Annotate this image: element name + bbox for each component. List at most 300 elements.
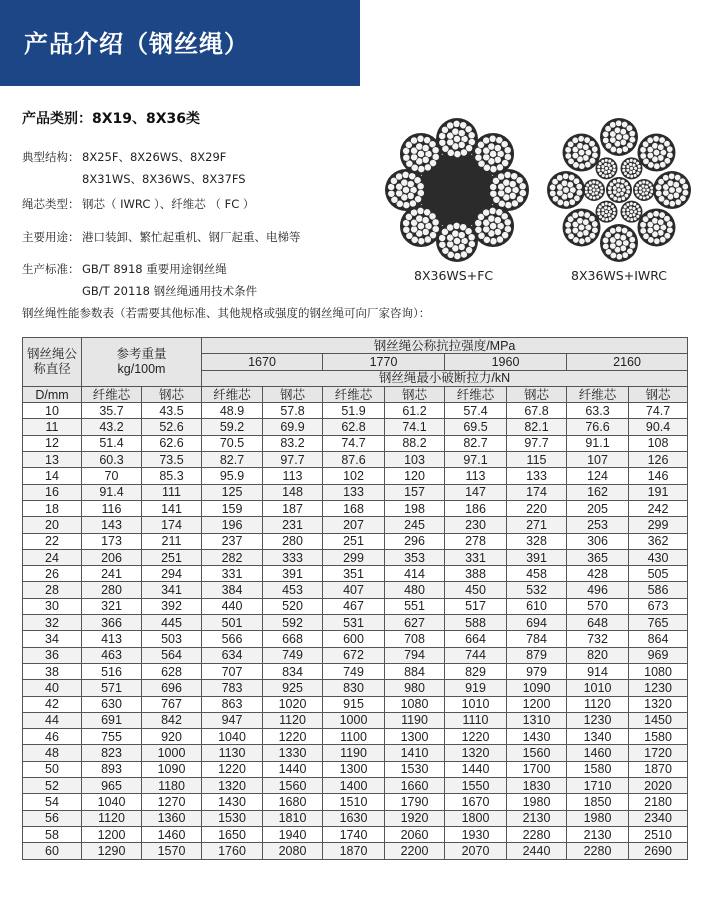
value-cell: 1080 (629, 663, 688, 679)
value-cell: 59.2 (202, 419, 263, 435)
value-cell: 1630 (323, 810, 385, 826)
value-cell: 1700 (507, 761, 567, 777)
value-cell: 365 (567, 549, 629, 565)
table-row (23, 598, 688, 614)
value-cell: 1680 (263, 794, 323, 810)
value-cell: 351 (323, 566, 385, 582)
value-cell: 1830 (507, 778, 567, 794)
spec-label: 绳芯类型： (22, 197, 80, 211)
value-cell: 251 (323, 533, 385, 549)
header-diameter: 钢丝绳公称直径 (23, 338, 82, 387)
value-cell: 1120 (567, 696, 629, 712)
value-cell: 532 (507, 582, 567, 598)
value-cell: 1570 (142, 843, 202, 859)
value-cell: 124 (567, 468, 629, 484)
value-cell: 600 (323, 631, 385, 647)
value-cell: 1090 (507, 680, 567, 696)
value-cell: 159 (202, 500, 263, 516)
value-cell: 571 (82, 680, 142, 696)
diameter-cell: 18 (23, 500, 82, 516)
value-cell: 2510 (629, 826, 688, 842)
value-cell: 113 (263, 468, 323, 484)
value-cell: 1440 (445, 761, 507, 777)
value-cell: 88.2 (385, 435, 445, 451)
table-row (23, 615, 688, 631)
value-cell: 62.6 (142, 435, 202, 451)
value-cell: 1190 (385, 712, 445, 728)
value-cell: 1010 (445, 696, 507, 712)
value-cell: 70 (82, 468, 142, 484)
diameter-cell: 42 (23, 696, 82, 712)
value-cell: 74.1 (385, 419, 445, 435)
value-cell: 1460 (567, 745, 629, 761)
diameter-cell: 26 (23, 566, 82, 582)
value-cell: 69.9 (263, 419, 323, 435)
value-cell: 85.3 (142, 468, 202, 484)
value-cell: 1220 (263, 729, 323, 745)
value-cell: 116 (82, 500, 142, 516)
value-cell: 62.8 (323, 419, 385, 435)
value-cell: 551 (385, 598, 445, 614)
rope-caption-iwrc: 8X36WS+IWRC (571, 268, 668, 283)
value-cell: 306 (567, 533, 629, 549)
value-cell: 1000 (142, 745, 202, 761)
value-cell: 91.1 (567, 435, 629, 451)
value-cell: 458 (507, 566, 567, 582)
value-cell: 2180 (629, 794, 688, 810)
value-cell: 1980 (567, 810, 629, 826)
value-cell: 979 (507, 663, 567, 679)
value-cell: 531 (323, 615, 385, 631)
value-cell: 1850 (567, 794, 629, 810)
value-cell: 884 (385, 663, 445, 679)
value-cell: 1190 (323, 745, 385, 761)
value-cell: 126 (629, 452, 688, 468)
diameter-cell: 40 (23, 680, 82, 696)
value-cell: 282 (202, 549, 263, 565)
value-cell: 48.9 (202, 403, 263, 419)
diameter-cell: 16 (23, 484, 82, 500)
diameter-cell: 56 (23, 810, 82, 826)
value-cell: 353 (385, 549, 445, 565)
category-label: 产品类别： (22, 111, 92, 127)
value-cell: 863 (202, 696, 263, 712)
value-cell: 496 (567, 582, 629, 598)
value-cell: 842 (142, 712, 202, 728)
value-cell: 299 (323, 549, 385, 565)
value-cell: 1460 (142, 826, 202, 842)
table-row (23, 761, 688, 777)
header-core-fiber: 纤维芯 (567, 386, 629, 402)
value-cell: 879 (507, 647, 567, 663)
value-cell: 391 (263, 566, 323, 582)
value-cell: 111 (142, 484, 202, 500)
value-cell: 102 (323, 468, 385, 484)
value-cell: 453 (263, 582, 323, 598)
header-diameter-unit: D/mm (23, 386, 82, 402)
value-cell: 97.7 (507, 435, 567, 451)
value-cell: 271 (507, 517, 567, 533)
value-cell: 191 (629, 484, 688, 500)
value-cell: 162 (567, 484, 629, 500)
value-cell: 70.5 (202, 435, 263, 451)
value-cell: 980 (385, 680, 445, 696)
value-cell: 2060 (385, 826, 445, 842)
value-cell: 413 (82, 631, 142, 647)
value-cell: 1870 (323, 843, 385, 859)
value-cell: 1340 (567, 729, 629, 745)
value-cell: 133 (507, 468, 567, 484)
value-cell: 1100 (323, 729, 385, 745)
value-cell: 35.7 (82, 403, 142, 419)
spec-value: 钢芯（ IWRC ）、纤维芯 （ FC ） (82, 197, 255, 211)
header-core-fiber: 纤维芯 (202, 386, 263, 402)
value-cell: 463 (82, 647, 142, 663)
table-row (23, 680, 688, 696)
header-core-fiber: 纤维芯 (445, 386, 507, 402)
value-cell: 63.3 (567, 403, 629, 419)
value-cell: 969 (629, 647, 688, 663)
value-cell: 2200 (385, 843, 445, 859)
diameter-cell: 60 (23, 843, 82, 859)
value-cell: 694 (507, 615, 567, 631)
value-cell: 1980 (507, 794, 567, 810)
table-row (23, 843, 688, 859)
value-cell: 570 (567, 598, 629, 614)
diameter-cell: 22 (23, 533, 82, 549)
value-cell: 168 (323, 500, 385, 516)
value-cell: 230 (445, 517, 507, 533)
value-cell: 1560 (507, 745, 567, 761)
value-cell: 696 (142, 680, 202, 696)
value-cell: 69.5 (445, 419, 507, 435)
diameter-cell: 32 (23, 615, 82, 631)
value-cell: 784 (507, 631, 567, 647)
table-row (23, 712, 688, 728)
value-cell: 634 (202, 647, 263, 663)
value-cell: 76.6 (567, 419, 629, 435)
diameter-cell: 20 (23, 517, 82, 533)
value-cell: 732 (567, 631, 629, 647)
value-cell: 242 (629, 500, 688, 516)
header-core-steel: 钢芯 (507, 386, 567, 402)
steel-core-rope-cross-section-icon (545, 116, 693, 264)
value-cell: 1130 (202, 745, 263, 761)
value-cell: 174 (507, 484, 567, 500)
value-cell: 765 (629, 615, 688, 631)
diameter-cell: 54 (23, 794, 82, 810)
value-cell: 1870 (629, 761, 688, 777)
value-cell: 87.6 (323, 452, 385, 468)
value-cell: 333 (263, 549, 323, 565)
table-body (23, 403, 688, 859)
value-cell: 296 (385, 533, 445, 549)
value-cell: 237 (202, 533, 263, 549)
header-strength: 钢丝绳公称抗拉强度/MPa (202, 338, 688, 354)
value-cell: 1740 (323, 826, 385, 842)
value-cell: 91.4 (82, 484, 142, 500)
diameter-cell: 36 (23, 647, 82, 663)
value-cell: 965 (82, 778, 142, 794)
value-cell: 1300 (323, 761, 385, 777)
table-row (23, 435, 688, 451)
value-cell: 60.3 (82, 452, 142, 468)
value-cell: 767 (142, 696, 202, 712)
header-core-fiber: 纤维芯 (323, 386, 385, 402)
value-cell: 299 (629, 517, 688, 533)
value-cell: 691 (82, 712, 142, 728)
value-cell: 341 (142, 582, 202, 598)
value-cell: 2070 (445, 843, 507, 859)
value-cell: 925 (263, 680, 323, 696)
value-cell: 1270 (142, 794, 202, 810)
value-cell: 1220 (202, 761, 263, 777)
spec-value: GB/T 20118 钢丝绳通用技术条件 (82, 284, 258, 298)
value-cell: 610 (507, 598, 567, 614)
value-cell: 51.9 (323, 403, 385, 419)
value-cell: 321 (82, 598, 142, 614)
value-cell: 2340 (629, 810, 688, 826)
value-cell: 1800 (445, 810, 507, 826)
diameter-cell: 24 (23, 549, 82, 565)
value-cell: 196 (202, 517, 263, 533)
header-grade: 1960 (445, 354, 567, 370)
category-value: 8X19、8X36类 (92, 111, 201, 127)
table-row (23, 500, 688, 516)
diameter-cell: 14 (23, 468, 82, 484)
value-cell: 1120 (82, 810, 142, 826)
value-cell: 245 (385, 517, 445, 533)
table-row (23, 582, 688, 598)
value-cell: 57.8 (263, 403, 323, 419)
rope-caption-fc: 8X36WS+FC (414, 268, 494, 283)
value-cell: 1010 (567, 680, 629, 696)
value-cell: 157 (385, 484, 445, 500)
value-cell: 143 (82, 517, 142, 533)
value-cell: 1360 (142, 810, 202, 826)
value-cell: 1120 (263, 712, 323, 728)
value-cell: 1410 (385, 745, 445, 761)
value-cell: 820 (567, 647, 629, 663)
value-cell: 503 (142, 631, 202, 647)
value-cell: 1310 (507, 712, 567, 728)
header-core-steel: 钢芯 (263, 386, 323, 402)
value-cell: 480 (385, 582, 445, 598)
spec-core-type (22, 196, 254, 212)
value-cell: 1300 (385, 729, 445, 745)
diameter-cell: 46 (23, 729, 82, 745)
value-cell: 1720 (629, 745, 688, 761)
value-cell: 407 (323, 582, 385, 598)
value-cell: 672 (323, 647, 385, 663)
value-cell: 2690 (629, 843, 688, 859)
table-row (23, 533, 688, 549)
diameter-cell: 30 (23, 598, 82, 614)
diameter-cell: 58 (23, 826, 82, 842)
value-cell: 1020 (263, 696, 323, 712)
value-cell: 1320 (445, 745, 507, 761)
value-cell: 97.7 (263, 452, 323, 468)
value-cell: 2130 (507, 810, 567, 826)
value-cell: 43.2 (82, 419, 142, 435)
value-cell: 294 (142, 566, 202, 582)
value-cell: 1200 (82, 826, 142, 842)
value-cell: 648 (567, 615, 629, 631)
table-row (23, 745, 688, 761)
value-cell: 95.9 (202, 468, 263, 484)
diameter-cell: 28 (23, 582, 82, 598)
header-breaking-force: 钢丝绳最小破断拉力/kN (202, 370, 688, 386)
value-cell: 588 (445, 615, 507, 631)
table-row (23, 810, 688, 826)
value-cell: 450 (445, 582, 507, 598)
value-cell: 749 (323, 663, 385, 679)
value-cell: 103 (385, 452, 445, 468)
value-cell: 1760 (202, 843, 263, 859)
value-cell: 1450 (629, 712, 688, 728)
value-cell: 1320 (629, 696, 688, 712)
value-cell: 566 (202, 631, 263, 647)
header-grade: 2160 (567, 354, 688, 370)
value-cell: 251 (142, 549, 202, 565)
value-cell: 1180 (142, 778, 202, 794)
value-cell: 220 (507, 500, 567, 516)
table-intro: 钢丝绳性能参数表（若需要其他标准、其他规格或强度的钢丝绳可向厂家咨询）： (22, 306, 431, 320)
value-cell: 501 (202, 615, 263, 631)
fiber-core-rope-cross-section-icon (383, 116, 531, 264)
value-cell: 630 (82, 696, 142, 712)
value-cell: 1660 (385, 778, 445, 794)
value-cell: 97.1 (445, 452, 507, 468)
value-cell: 51.4 (82, 435, 142, 451)
diameter-cell: 12 (23, 435, 82, 451)
diameter-cell: 38 (23, 663, 82, 679)
value-cell: 1000 (323, 712, 385, 728)
table-row (23, 794, 688, 810)
value-cell: 331 (202, 566, 263, 582)
diameter-cell: 10 (23, 403, 82, 419)
value-cell: 67.8 (507, 403, 567, 419)
product-category (22, 108, 200, 128)
value-cell: 331 (445, 549, 507, 565)
value-cell: 1200 (507, 696, 567, 712)
diameter-cell: 52 (23, 778, 82, 794)
value-cell: 147 (445, 484, 507, 500)
table-row (23, 566, 688, 582)
value-cell: 148 (263, 484, 323, 500)
value-cell: 231 (263, 517, 323, 533)
value-cell: 1940 (263, 826, 323, 842)
value-cell: 1330 (263, 745, 323, 761)
value-cell: 1810 (263, 810, 323, 826)
header-core-steel: 钢芯 (385, 386, 445, 402)
value-cell: 107 (567, 452, 629, 468)
value-cell: 82.7 (202, 452, 263, 468)
value-cell: 428 (567, 566, 629, 582)
value-cell: 61.2 (385, 403, 445, 419)
value-cell: 146 (629, 468, 688, 484)
value-cell: 430 (629, 549, 688, 565)
table-row (23, 549, 688, 565)
spec-standard (22, 261, 257, 299)
value-cell: 1580 (567, 761, 629, 777)
value-cell: 2440 (507, 843, 567, 859)
value-cell: 206 (82, 549, 142, 565)
value-cell: 384 (202, 582, 263, 598)
value-cell: 1230 (567, 712, 629, 728)
value-cell: 1560 (263, 778, 323, 794)
value-cell: 1670 (445, 794, 507, 810)
value-cell: 278 (445, 533, 507, 549)
value-cell: 823 (82, 745, 142, 761)
header-core-steel: 钢芯 (629, 386, 688, 402)
value-cell: 2280 (507, 826, 567, 842)
diameter-cell: 50 (23, 761, 82, 777)
value-cell: 1650 (202, 826, 263, 842)
value-cell: 205 (567, 500, 629, 516)
value-cell: 834 (263, 663, 323, 679)
value-cell: 919 (445, 680, 507, 696)
value-cell: 115 (507, 452, 567, 468)
value-cell: 1110 (445, 712, 507, 728)
diameter-cell: 48 (23, 745, 82, 761)
value-cell: 173 (82, 533, 142, 549)
value-cell: 783 (202, 680, 263, 696)
value-cell: 1790 (385, 794, 445, 810)
value-cell: 707 (202, 663, 263, 679)
value-cell: 755 (82, 729, 142, 745)
value-cell: 1040 (82, 794, 142, 810)
value-cell: 174 (142, 517, 202, 533)
table-row (23, 452, 688, 468)
value-cell: 125 (202, 484, 263, 500)
value-cell: 1320 (202, 778, 263, 794)
value-cell: 82.7 (445, 435, 507, 451)
table-row (23, 696, 688, 712)
value-cell: 198 (385, 500, 445, 516)
diameter-cell: 13 (23, 452, 82, 468)
value-cell: 83.2 (263, 435, 323, 451)
value-cell: 392 (142, 598, 202, 614)
value-cell: 628 (142, 663, 202, 679)
value-cell: 517 (445, 598, 507, 614)
value-cell: 1550 (445, 778, 507, 794)
value-cell: 74.7 (323, 435, 385, 451)
value-cell: 627 (385, 615, 445, 631)
table-row (23, 484, 688, 500)
table-row (23, 403, 688, 419)
value-cell: 947 (202, 712, 263, 728)
value-cell: 914 (567, 663, 629, 679)
value-cell: 1400 (323, 778, 385, 794)
table-row (23, 729, 688, 745)
value-cell: 253 (567, 517, 629, 533)
header-grade: 1670 (202, 354, 323, 370)
spec-value: GB/T 8918 重要用途钢丝绳 (82, 262, 227, 276)
value-cell: 90.4 (629, 419, 688, 435)
value-cell: 505 (629, 566, 688, 582)
table-row (23, 517, 688, 533)
header-core-steel: 钢芯 (142, 386, 202, 402)
value-cell: 362 (629, 533, 688, 549)
value-cell: 830 (323, 680, 385, 696)
table-row (23, 419, 688, 435)
value-cell: 388 (445, 566, 507, 582)
value-cell: 1080 (385, 696, 445, 712)
spec-structure (22, 149, 246, 187)
table-row (23, 663, 688, 679)
spec-value: 8X25F、8X26WS、8X29F (82, 150, 227, 164)
